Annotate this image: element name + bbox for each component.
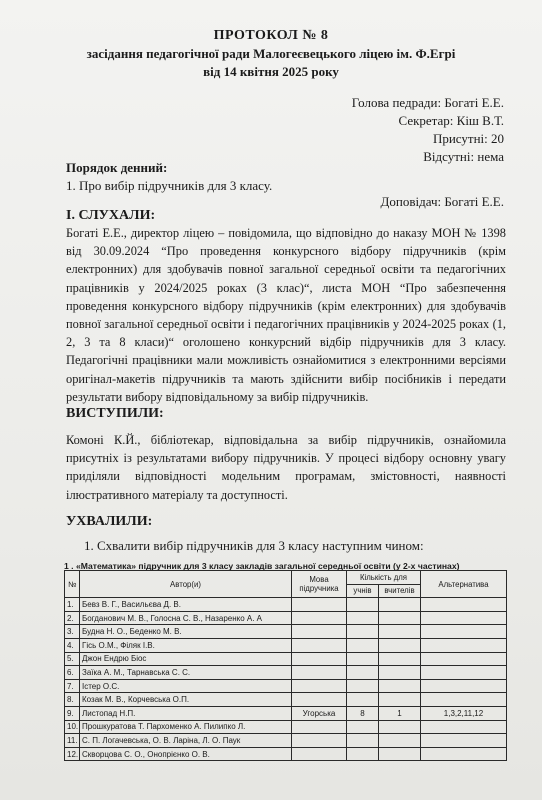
- protocol-title: ПРОТОКОЛ № 8: [213, 28, 329, 43]
- table-row: [65, 693, 507, 707]
- row-students: [347, 652, 379, 666]
- row-author: Гісь О.М., Філяк І.В.: [80, 638, 292, 652]
- col-teachers: вчителів: [379, 584, 421, 598]
- row-teachers: [379, 611, 421, 625]
- col-language: Мова підручника: [292, 571, 347, 598]
- row-language: [292, 652, 347, 666]
- table-row: [65, 598, 507, 612]
- row-teachers: [379, 693, 421, 707]
- heard-heading: І. СЛУХАЛИ:: [66, 208, 156, 223]
- row-language: [292, 747, 347, 761]
- row-alternative: [421, 666, 507, 680]
- spoke-heading: ВИСТУПИЛИ:: [66, 406, 164, 421]
- table-row: [65, 706, 507, 720]
- row-alternative: [421, 720, 507, 734]
- row-alternative: [421, 693, 507, 707]
- table-row: [65, 747, 507, 761]
- row-teachers: [379, 638, 421, 652]
- row-students: [347, 693, 379, 707]
- row-language: [292, 693, 347, 707]
- row-language: [292, 638, 347, 652]
- row-alternative: [421, 679, 507, 693]
- row-students: [347, 679, 379, 693]
- present-count: Присутні: 20: [432, 131, 504, 146]
- protocol-date: від 14 квітня 2025 року: [203, 64, 339, 79]
- row-author: Будна Н. О., Беденко М. В.: [80, 625, 292, 639]
- row-author: Прошкуратова Т. Пархоменко А. Пилипко Л.: [80, 720, 292, 734]
- table-row: [65, 652, 507, 666]
- row-alternative: [421, 638, 507, 652]
- agenda-heading: Порядок денний:: [66, 160, 168, 175]
- row-number: 3.: [65, 625, 80, 639]
- col-authors: Автор(и): [80, 571, 292, 598]
- row-alternative: [421, 747, 507, 761]
- heard-text: Богаті Е.Е., директор ліцею – повідомила, що відповідно до наказу МОН № 1398 від 30.09.2024 “Про проведення конкурсного відбору підручників (крім електронних) для здобувачів повної загальної середньої освіти та педагогічних працівників у 2024/2025 роках (3 клас)“, листа МОН “Про забезпечення проведення конкурсного відбору підручників (крім електронних) для здобувачів повної загальної середньої освіти і педагогічних працівників у 2024-2025 роках (1, 2, 3 та 8 класи)“ оголошено конкурсний відбір підручників для 3 класу. Педагогічні працівники мали можливість ознайомитися з електронними версіями оригінал-макетів підручників та мають здійснити вибір посібників і передати результати вибору відповідальному за вибір підручників.: [66, 226, 506, 404]
- row-author: С. П. Логачевська, О. В. Ларіна, Л. О. Паук: [80, 734, 292, 748]
- row-students: [347, 734, 379, 748]
- row-teachers: [379, 679, 421, 693]
- row-alternative: 1,3,2,11,12: [421, 706, 507, 720]
- row-number: 11.: [65, 734, 80, 748]
- row-language: [292, 625, 347, 639]
- row-number: 1.: [65, 598, 80, 612]
- row-language: [292, 598, 347, 612]
- row-alternative: [421, 598, 507, 612]
- row-alternative: [421, 625, 507, 639]
- row-language: [292, 666, 347, 680]
- table-row: [65, 611, 507, 625]
- row-language: Угорська: [292, 706, 347, 720]
- row-students: [347, 625, 379, 639]
- row-author: Скворцова С. О., Онопрієнко О. В.: [80, 747, 292, 761]
- row-number: 6.: [65, 666, 80, 680]
- table-body: [65, 598, 507, 761]
- row-number: 12.: [65, 747, 80, 761]
- row-number: 2.: [65, 611, 80, 625]
- table-caption: 1 . «Математика» підручник для 3 класу закладів загальної середньої освіти (у 2-х частинах): [64, 561, 460, 571]
- row-teachers: [379, 666, 421, 680]
- table-row: [65, 679, 507, 693]
- row-alternative: [421, 611, 507, 625]
- absent-count: Відсутні: нема: [423, 149, 504, 164]
- protocol-subtitle: засідання педагогічної ради Малогеєвецького ліцею ім. Ф.Егрі: [86, 46, 456, 61]
- col-students: учнів: [347, 584, 379, 598]
- row-teachers: [379, 734, 421, 748]
- row-students: [347, 638, 379, 652]
- row-students: [347, 598, 379, 612]
- row-author: Листопад Н.П.: [80, 706, 292, 720]
- spoke-text: Комоні К.Й., бібліотекар, відповідальна за вибір підручників, ознайомила присутніх із результатами вибору підручників. У процесі відбору основну увагу приділяли відповідності модельним програмам, змістовності, наявності ілюстративного матеріалу та доступності.: [66, 433, 506, 502]
- row-author: Істер О.С.: [80, 679, 292, 693]
- row-teachers: [379, 720, 421, 734]
- row-alternative: [421, 652, 507, 666]
- agenda-speaker: Доповідач: Богаті Е.Е.: [380, 194, 504, 209]
- row-language: [292, 611, 347, 625]
- row-number: 4.: [65, 638, 80, 652]
- row-author: Козак М. В., Корчевська О.П.: [80, 693, 292, 707]
- table-row: [65, 625, 507, 639]
- row-teachers: [379, 747, 421, 761]
- row-students: 8: [347, 706, 379, 720]
- table-row: [65, 638, 507, 652]
- row-teachers: 1: [379, 706, 421, 720]
- row-teachers: [379, 598, 421, 612]
- chair: Голова педради: Богаті Е.Е.: [351, 95, 504, 110]
- row-alternative: [421, 734, 507, 748]
- row-teachers: [379, 625, 421, 639]
- row-number: 8.: [65, 693, 80, 707]
- row-number: 7.: [65, 679, 80, 693]
- row-teachers: [379, 652, 421, 666]
- resolved-heading: УХВАЛИЛИ:: [66, 514, 153, 529]
- row-author: Богданович М. В., Голосна С. В., Назаренко А. А: [80, 611, 292, 625]
- row-students: [347, 611, 379, 625]
- table-row: [65, 720, 507, 734]
- col-count: Кількість для: [347, 571, 421, 585]
- row-students: [347, 720, 379, 734]
- row-language: [292, 679, 347, 693]
- col-num: №: [65, 571, 80, 598]
- resolved-item: 1. Схвалити вибір підручників для 3 класу наступним чином:: [84, 538, 424, 553]
- table-row: [65, 734, 507, 748]
- textbooks-table: [64, 570, 507, 761]
- row-number: 10.: [65, 720, 80, 734]
- row-author: Джон Ендрю Біос: [80, 652, 292, 666]
- row-students: [347, 747, 379, 761]
- table-row: [65, 666, 507, 680]
- row-number: 9.: [65, 706, 80, 720]
- secretary: Секретар: Кіш В.Т.: [398, 113, 504, 128]
- row-students: [347, 666, 379, 680]
- row-language: [292, 720, 347, 734]
- col-alternative: Альтернатива: [421, 571, 507, 598]
- row-language: [292, 734, 347, 748]
- row-number: 5.: [65, 652, 80, 666]
- row-author: Заїка А. М., Тарнавська С. С.: [80, 666, 292, 680]
- agenda-item: 1. Про вибір підручників для 3 класу.: [66, 178, 273, 193]
- row-author: Бевз В. Г., Васильєва Д. В.: [80, 598, 292, 612]
